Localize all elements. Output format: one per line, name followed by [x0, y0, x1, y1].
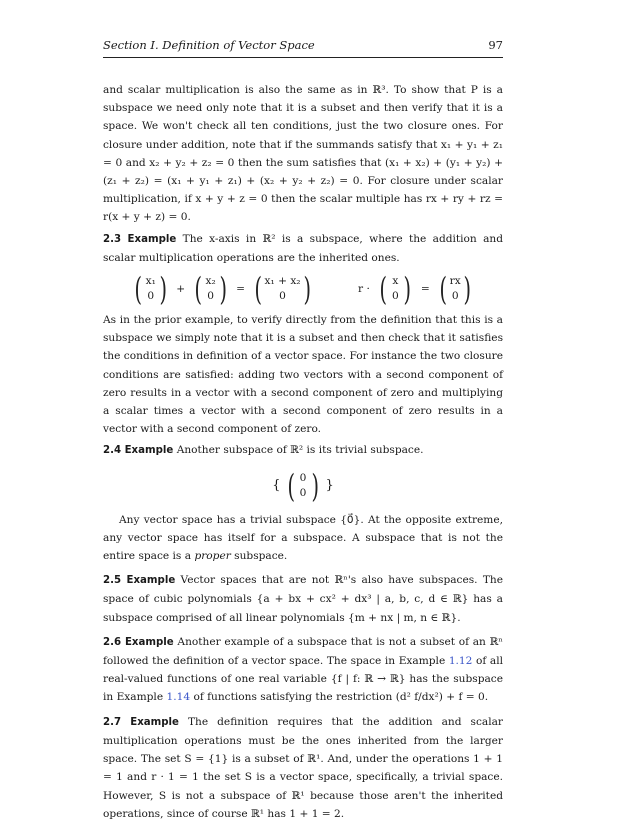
- running-header: [103, 38, 503, 58]
- example-label: 2.4 Example: [103, 445, 174, 457]
- emphasis-proper: proper: [194, 550, 231, 563]
- brace-open: {: [272, 478, 281, 494]
- example-label: 2.3 Example: [103, 233, 177, 245]
- example-2-4: [103, 441, 503, 460]
- example-2-3: [103, 230, 503, 267]
- page-number: 97: [488, 38, 503, 52]
- vector-sum: ( x₁ + x₂ 0 ): [254, 270, 311, 309]
- example-text: of functions satisfying the restriction (d² f/dx²) + f = 0.: [193, 691, 489, 704]
- plus-sign: +: [176, 283, 186, 296]
- link-example-1-12[interactable]: 1.12: [448, 655, 473, 668]
- paragraph-closure-proof: and scalar multiplication is also the same as in ℝ³. To show that P is a subspace we need only note that it is a subset and then verify that it is a space. We won't check all ten conditions, just the two closure ones. For closure under addition, note that if the summands satisfy that x₁ + y₁ + z₁ = 0 and x₂ + y₂ + z₂ = 0 then the sum satisfies that (x₁ + x₂) + (y₁ + y₂) + (z₁ + z₂) = (x₁ + y₁ + z₁) + (x₂ + y₂ + z₂) = 0. For closure under scalar multiplication, if x + y + z = 0 then the scalar multiple has rx + ry + rz = r(x + y + z) = 0.: [103, 84, 503, 224]
- example-text: of all real-valued functions of one real variable {f | f: ℝ → ℝ} has the subspace in Example: [103, 655, 503, 704]
- page: [103, 38, 503, 823]
- paragraph-trivial-and-proper: [103, 511, 503, 566]
- example-2-7: [103, 713, 503, 823]
- example-label: 2.7 Example: [103, 716, 179, 728]
- brace-close: }: [325, 478, 334, 494]
- example-2-5: [103, 571, 503, 627]
- link-example-1-14[interactable]: 1.14: [166, 691, 191, 704]
- equation-trivial-subspace: [103, 461, 503, 511]
- example-2-6: [103, 633, 503, 707]
- example-text: Another example of a subspace that is not a subset of an ℝⁿ followed the definition of a vector space. The space in Example: [103, 635, 503, 668]
- equation-x-axis-operations: [103, 267, 503, 311]
- vector-x2: ( x₂ 0 ): [194, 270, 227, 309]
- zero-vector: ( 0 0 ): [287, 466, 319, 505]
- example-text: Another subspace of ℝ² is its trivial subspace.: [176, 444, 424, 457]
- example-text: The definition requires that the addition and scalar multiplication operations must be the ones inherited from the larger space. The set S = {1} is a subset of ℝ¹. And, under the operations 1 + 1 = 1 and r · 1 = 1 the set S is a vector space, specifically, a trivial space. However, S is not a subspace of ℝ¹ because those aren't the inherited operations, since of course ℝ¹ has 1 + 1 = 2.: [103, 715, 503, 820]
- example-label: 2.6 Example: [103, 636, 174, 648]
- example-text: Vector spaces that are not ℝⁿ's also have subspaces. The space of cubic polynomials {a + bx + cx² + dx³ | a, b, c, d ∈ ℝ} has a subspace comprised of all linear polynomials {m + nx | m, n ∈ ℝ}.: [103, 574, 503, 624]
- vector-x: ( x 0 ): [379, 270, 412, 309]
- vector-rx: ( rx 0 ): [439, 270, 472, 309]
- vector-x1: ( x₁ 0 ): [134, 270, 167, 309]
- section-title: Section I. Definition of Vector Space: [103, 38, 315, 52]
- equals-sign: =: [420, 283, 430, 296]
- example-text: The x-axis in ℝ² is a subspace, where the addition and scalar multiplication operations are the inherited ones.: [103, 232, 503, 264]
- example-label: 2.5 Example: [103, 575, 176, 587]
- equals-sign: =: [236, 283, 246, 296]
- para3-end: subspace.: [234, 550, 288, 563]
- paragraph-x-axis-verification: As in the prior example, to verify directly from the definition that this is a subspace we simply note that it is a subset and then check that it satisfies the conditions in definition of a vector space. For instance the two closure conditions are satisfied: adding two vectors with a second component of zero results in a vector with a second component of zero and multiplying a scalar times a vector with a second component of zero results in a vector with a second component of zero.: [103, 314, 503, 436]
- para3-text: Any vector space has a trivial subspace {0⃗}. At the opposite extreme, any vector space has itself for a subspace. A subspace that is not the entire space is a: [103, 513, 503, 563]
- scalar-r: r ·: [358, 283, 370, 296]
